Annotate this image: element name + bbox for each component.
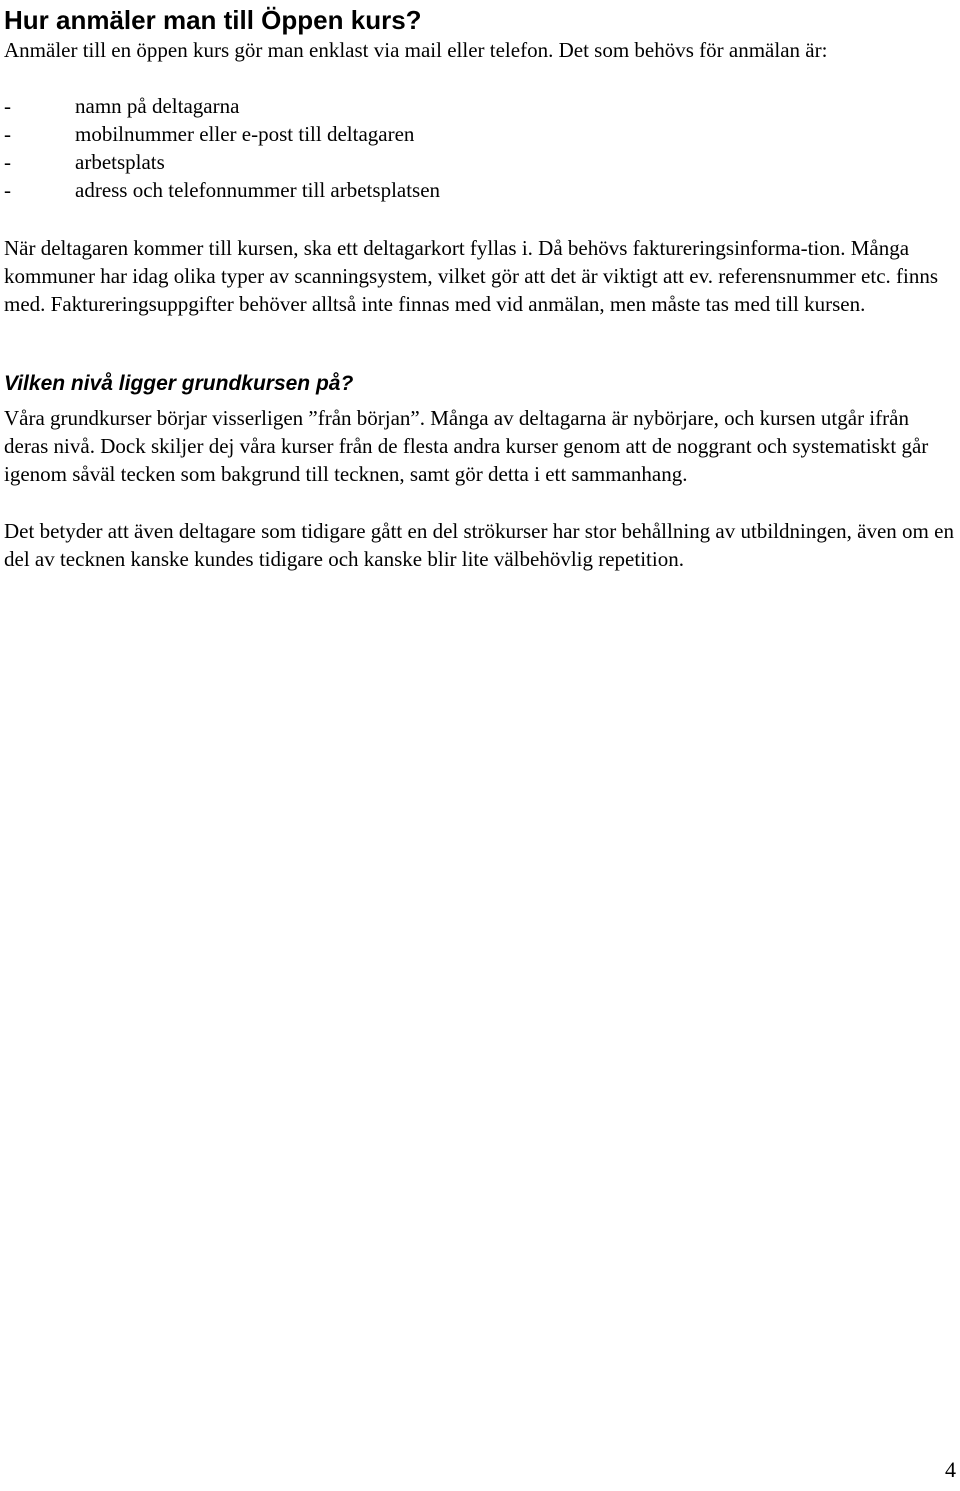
list-item-text: mobilnummer eller e-post till deltagaren xyxy=(75,122,415,146)
list-item-text: adress och telefonnummer till arbetsplatsen xyxy=(75,178,441,202)
intro-paragraph: Anmäler till en öppen kurs gör man enklast via mail eller telefon. Det som behövs för anmälan är: xyxy=(4,38,828,62)
benefit-paragraph: Det betyder att även deltagare som tidigare gått en del strökurser har stor behållning av utbildningen, även om en del av tecknen kanske kundes tidigare och kanske blir lite välbehövlig repetition. xyxy=(4,519,954,571)
list-item xyxy=(4,148,440,176)
page-title: Hur anmäler man till Öppen kurs? xyxy=(4,5,422,35)
requirements-list xyxy=(4,92,440,204)
list-dash: - xyxy=(4,150,11,174)
list-item xyxy=(4,176,440,204)
list-item xyxy=(4,92,440,120)
level-heading: Vilken nivå ligger grundkursen på? xyxy=(4,372,354,395)
page-number: 4 xyxy=(945,1457,956,1482)
list-item-text: arbetsplats xyxy=(75,150,165,174)
participant-card-paragraph: När deltagaren kommer till kursen, ska ett deltagarkort fyllas i. Då behövs faktureringsinforma-tion. Många kommuner har idag olika typer av scanningsystem, vilket gör att det är viktigt att ev. referensnummer etc. finns med. Faktureringsuppgifter behöver alltså inte finnas med vid anmälan, men måste tas med till kursen. xyxy=(4,236,939,316)
list-item-text: namn på deltagarna xyxy=(75,94,240,118)
level-paragraph: Våra grundkurser börjar visserligen ”från början”. Många av deltagarna är nybörjare, och kursen utgår ifrån deras nivå. Dock skiljer dej våra kurser från de flesta andra kurser genom att de noggrant och systematiskt går igenom såväl tecken som bakgrund till tecknen, samt gör detta i ett sammanhang. xyxy=(4,406,929,486)
list-dash: - xyxy=(4,94,11,118)
list-dash: - xyxy=(4,122,11,146)
list-item xyxy=(4,120,440,148)
list-dash: - xyxy=(4,178,11,202)
